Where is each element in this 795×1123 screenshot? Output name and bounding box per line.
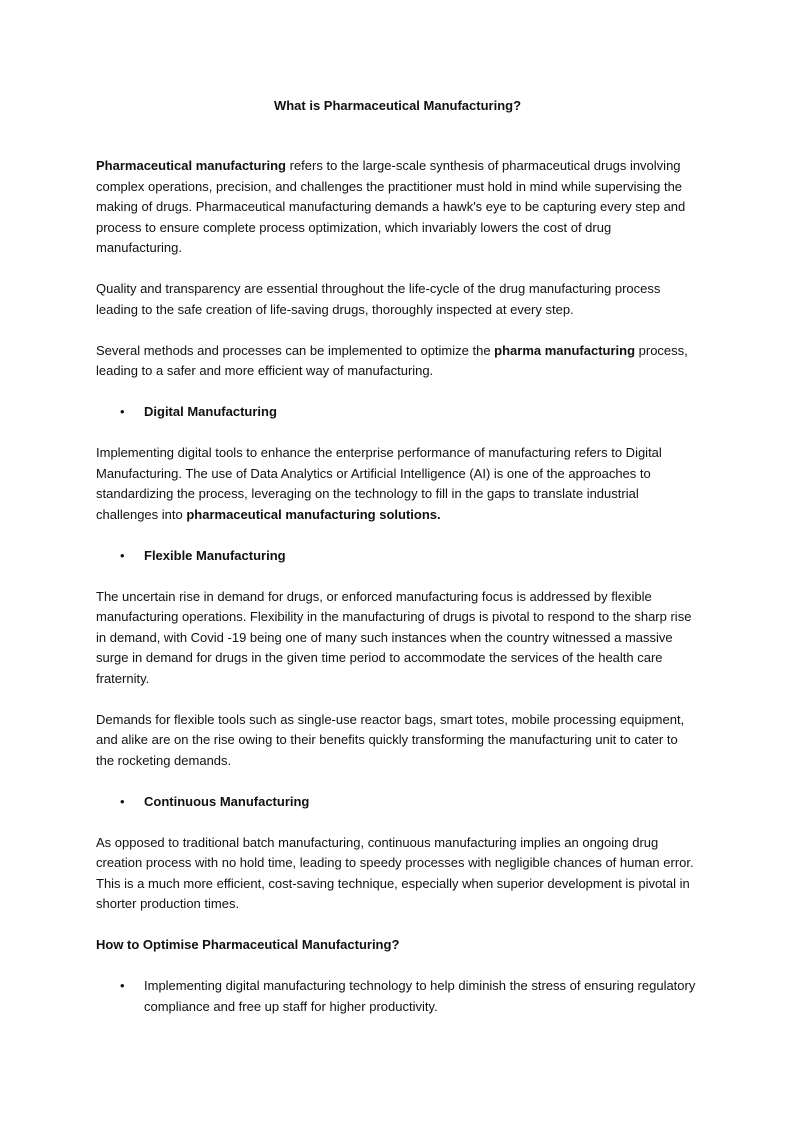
flexible-paragraph-2: Demands for flexible tools such as single-use reactor bags, smart totes, mobile processing equipment, and alike are on the rise owing to their benefits quickly transforming the manufacturing unit to cater to the rocketing demands. bbox=[96, 711, 685, 768]
optimise-list-item bbox=[96, 976, 696, 1017]
bullet-dot-icon: • bbox=[120, 793, 125, 809]
optimise-item-text: Implementing digital manufacturing technology to help diminish the stress of ensuring regulatory compliance and free up staff for higher productivity. bbox=[144, 978, 696, 1014]
intro-paragraph bbox=[96, 156, 696, 259]
continuous-paragraph: As opposed to traditional batch manufacturing, continuous manufacturing implies an ongoing drug creation process with no hold time, leading to speedy processes with negligible chances of human error. This is a much more efficient, cost-saving technique, especially when superior development is pivotal in shorter production times. bbox=[96, 834, 694, 911]
intro-bold-lead: Pharmaceutical manufacturing bbox=[96, 158, 286, 173]
methods-text-before: Several methods and processes can be implemented to optimize the bbox=[96, 342, 495, 358]
methods-bold: pharma manufacturing bbox=[494, 342, 636, 358]
bullet-continuous-manufacturing bbox=[96, 792, 696, 813]
digital-heading: Digital Manufacturing bbox=[144, 404, 277, 419]
continuous-heading: Continuous Manufacturing bbox=[144, 793, 310, 809]
bullet-dot-icon: • bbox=[120, 547, 125, 563]
methods-text-after: process, leading to a safer and more efficient way of manufacturing. bbox=[96, 342, 688, 378]
intro-text: refers to the large-scale synthesis of pharmaceutical drugs involving complex operations, precision, and challenges the practitioner must hold in mind while supervising the making of drugs. Pharmaceutical manufacturing demands a hawk's eye to be capturing every step and process to ensure complete process optimization, which invariably lowers the cost of drug manufacturing. bbox=[96, 158, 686, 255]
document-body bbox=[96, 156, 696, 1038]
optimise-heading: How to Optimise Pharmaceutical Manufacturing? bbox=[96, 937, 400, 952]
page-title: What is Pharmaceutical Manufacturing? bbox=[273, 98, 522, 113]
digital-paragraph bbox=[96, 443, 696, 525]
methods-paragraph bbox=[96, 341, 696, 382]
quality-paragraph: Quality and transparency are essential throughout the life-cycle of the drug manufacturing process leading to the safe creation of life-saving drugs, thoroughly inspected at every step. bbox=[96, 281, 661, 317]
bullet-flexible-manufacturing bbox=[96, 546, 696, 567]
digital-bold-end: pharmaceutical manufacturing solutions. bbox=[186, 506, 441, 522]
bullet-dot-icon: • bbox=[120, 404, 125, 419]
digital-text: Implementing digital tools to enhance the enterprise performance of manufacturing refers to Digital Manufacturing. The use of Data Analytics or Artificial Intelligence (AI) is one of the approaches to standardizing the process, leveraging on the technology to fill in the gaps to translate industrial challenges into bbox=[96, 445, 662, 522]
flexible-paragraph-1: The uncertain rise in demand for drugs, or enforced manufacturing focus is addressed by flexible manufacturing operations. Flexibility in the manufacturing of drugs is pivotal to respond to the sharp rise in demand, with Covid -19 being one of many such instances when the country witnessed a massive surge in demand for drugs in the given time period to accommodate the services of the health care fraternity. bbox=[96, 588, 692, 686]
flexible-heading: Flexible Manufacturing bbox=[144, 547, 286, 563]
bullet-digital-manufacturing bbox=[96, 402, 696, 423]
bullet-dot-icon: • bbox=[120, 978, 125, 993]
